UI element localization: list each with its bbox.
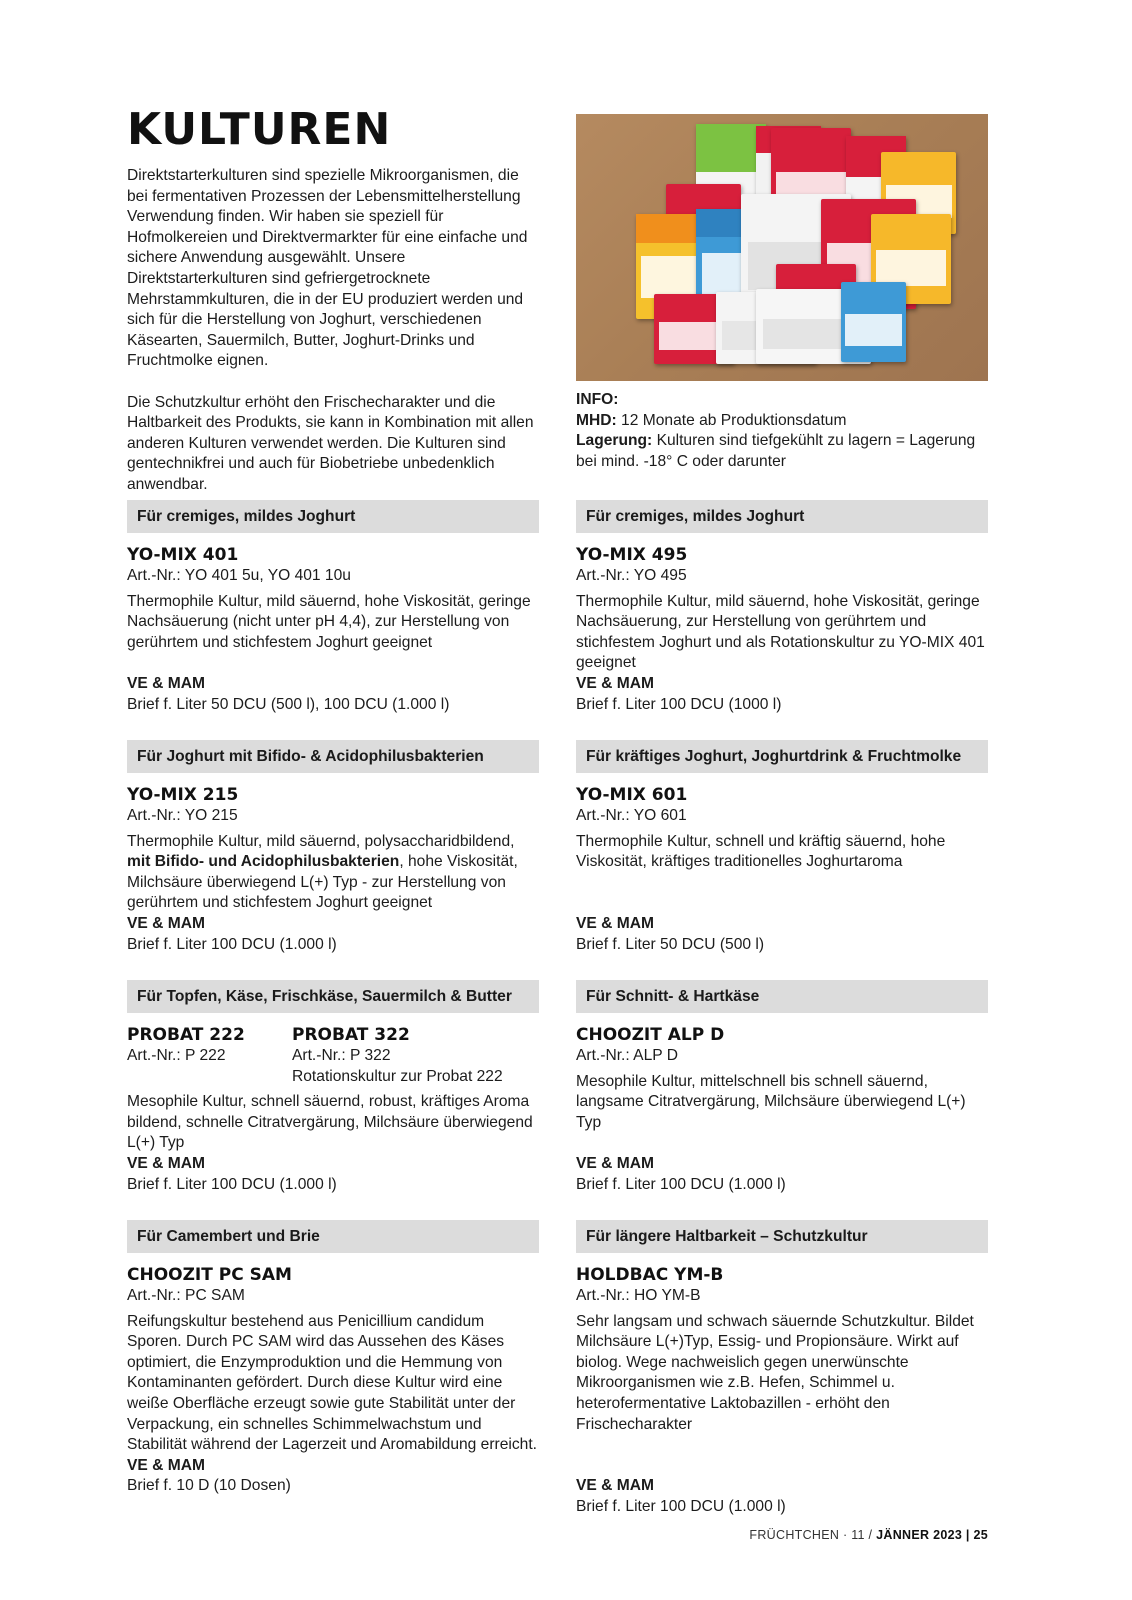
section-header: Für Topfen, Käse, Frischkäse, Sauermilch & Butter (127, 980, 539, 1013)
product-description: Thermophile Kultur, mild säuernd, hohe Viskosität, geringe Nachsäuerung (nicht unter pH 4,4), zur Herstellung von gerührtem und stichfestem Joghurt geeignet (127, 592, 531, 651)
intro-paragraph-2: Die Schutzkultur erhöht den Frischecharakter und die Haltbarkeit des Produkts, sie kann in Kombination mit allen anderen Kulturen verwendet werden. Die Kulturen sind gentechnikfrei und auch für Biobetriebe unbedenklich anwendbar. (127, 393, 534, 493)
product-description: Sehr langsam und schwach säuernde Schutzkultur. Bildet Milchsäure L(+)Typ, Essig- und Propionsäure. Wirkt auf biolog. Wege nachweislich gegen unerwünschte Mikroorganismen wie z.B. Hefen, Schimmel u. heterofermentative Laktobazillen - erhöht den Frischecharakter (576, 1312, 974, 1433)
product-description: Reifungskultur bestehend aus Penicillium candidum Sporen. Durch PC SAM wird das Aussehen des Käses optimiert, die Enzymproduktion und die Hemmung von Kontaminanten gefördert. Durch diese Kultur wird eine weiße Oberfläche erzeugt sowie gute Stabilität unter der Verpackung, ein schnelles Schimmelwachstum und Stabilität während der Lagerzeit und Aromabildung erreicht. (127, 1312, 538, 1454)
packaging-info: Brief f. Liter 100 DCU (1.000 l) (576, 1175, 786, 1193)
article-number: Art.-Nr.: PC SAM (127, 1287, 245, 1304)
packaging-info: Brief f. Liter 100 DCU (1000 l) (576, 695, 782, 713)
article-number: Art.-Nr.: HO YM-B (576, 1287, 701, 1304)
section-header: Für cremiges, mildes Joghurt (576, 500, 988, 533)
article-number: Art.-Nr.: YO 495 (576, 567, 687, 584)
article-number: Art.-Nr.: YO 215 (127, 807, 238, 824)
section-yo-mix-401 (127, 500, 539, 715)
rotation-note: Rotationskultur zur Probat 222 (292, 1067, 503, 1085)
product-name: PROBAT 322 (292, 1025, 410, 1045)
product-description: Mesophile Kultur, mittelschnell bis schnell säuernd, langsame Citratvergärung, Milchsäure überwiegend L(+) Typ (576, 1072, 966, 1131)
product-name: YO-MIX 495 (576, 545, 688, 565)
packaging-info: Brief f. Liter 50 DCU (500 l), 100 DCU (1.000 l) (127, 695, 450, 713)
vm-label: VE & MAM (127, 674, 205, 692)
article-number: Art.-Nr.: P 322 (292, 1047, 391, 1064)
section-holdbac-ym-b (576, 1220, 988, 1518)
info-lagerung (576, 431, 988, 472)
article-number: Art.-Nr.: YO 601 (576, 807, 687, 824)
lagerung-value: Kulturen sind tiefgekühlt zu lagern = Lagerung bei mind. -18° C oder darunter (576, 432, 976, 470)
info-box (576, 390, 988, 472)
section-header: Für Schnitt- & Hartkäse (576, 980, 988, 1013)
product-description: Thermophile Kultur, schnell und kräftig säuernd, hohe Viskosität, kräftiges traditionelles Joghurtaroma (576, 832, 946, 871)
page-number: 25 (973, 1528, 988, 1542)
page-title: KULTUREN (127, 104, 392, 155)
vm-label: VE & MAM (576, 1477, 654, 1495)
product-name: CHOOZIT PC SAM (127, 1265, 292, 1285)
description-highlight: mit Bifido- und Acidophilusbakterien (127, 853, 400, 871)
section-yo-mix-215 (127, 740, 539, 955)
section-header: Für Camembert und Brie (127, 1220, 539, 1253)
footer-separator: | (965, 1528, 970, 1542)
product-description (127, 832, 539, 914)
product-name: CHOOZIT ALP D (576, 1025, 725, 1045)
vm-label: VE & MAM (576, 1154, 654, 1172)
article-number: Art.-Nr.: YO 401 5u, YO 401 10u (127, 567, 351, 584)
vm-label: VE & MAM (127, 1456, 205, 1474)
lagerung-label: Lagerung: (576, 432, 653, 450)
mhd-value: 12 Monate ab Produktionsdatum (616, 411, 847, 429)
vm-label: VE & MAM (127, 914, 205, 932)
footer-publication: FRÜCHTCHEN · 11 / (749, 1528, 873, 1542)
product-description: Mesophile Kultur, schnell säuernd, robust, kräftiges Aroma bildend, schnelle Citratvergärung, Milchsäure überwiegend L(+) Typ (127, 1093, 533, 1152)
section-header: Für kräftiges Joghurt, Joghurtdrink & Fruchtmolke (576, 740, 988, 773)
packaging-info: Brief f. Liter 50 DCU (500 l) (576, 935, 765, 953)
product-photo (576, 114, 988, 381)
section-choozit-pc-sam (127, 1220, 539, 1497)
description-part: , hohe Viskosität, Milchsäure überwiegend L(+) Typ - zur Herstellung von gerührtem und stichfestem Joghurt geeignet (127, 853, 518, 912)
section-header: Für längere Haltbarkeit – Schutzkultur (576, 1220, 988, 1253)
info-heading: INFO: (576, 391, 619, 408)
vm-label: VE & MAM (576, 674, 654, 692)
vm-label: VE & MAM (127, 1154, 205, 1172)
article-number: Art.-Nr.: ALP D (576, 1047, 678, 1064)
product-name: PROBAT 222 (127, 1025, 245, 1045)
packaging-info: Brief f. Liter 100 DCU (1.000 l) (127, 1175, 337, 1193)
product-name: HOLDBAC YM-B (576, 1265, 724, 1285)
packaging-info: Brief f. Liter 100 DCU (1.000 l) (127, 935, 337, 953)
packaging-info: Brief f. Liter 100 DCU (1.000 l) (576, 1497, 786, 1515)
section-yo-mix-601 (576, 740, 988, 955)
intro-text (127, 166, 539, 516)
intro-paragraph-1: Direktstarterkulturen sind spezielle Mikroorganismen, die bei fermentativen Prozessen der Lebensmittelherstellung Verwendung finden. Wir haben sie speziell für Hofmolkereien und Direktvermarkter für eine einfache und sichere Anwendung ausgewählt. Unsere Direktstarterkulturen sind gefriergetrocknete Mehrstammkulturen, die in der EU produziert werden und sich für die Herstellung von Joghurt, verschiedenen Käsearten, Sauermilch, Butter, Joghurt-Drinks und Fruchtmolke eignen. (127, 167, 528, 370)
section-choozit-alp-d (576, 980, 988, 1195)
section-header: Für cremiges, mildes Joghurt (127, 500, 539, 533)
description-part: Thermophile Kultur, mild säuernd, polysaccharidbildend, (127, 832, 515, 850)
product-name: YO-MIX 215 (127, 785, 239, 805)
section-header: Für Joghurt mit Bifido- & Acidophilusbakterien (127, 740, 539, 773)
product-name: YO-MIX 601 (576, 785, 688, 805)
article-number: Art.-Nr.: P 222 (127, 1047, 226, 1064)
info-mhd (576, 411, 988, 432)
product-description: Thermophile Kultur, mild säuernd, hohe Viskosität, geringe Nachsäuerung, zur Herstellung von gerührtem und stichfestem Joghurt und als Rotationskultur zu YO-MIX 401 geeignet (576, 592, 985, 672)
mhd-label: MHD: (576, 411, 617, 429)
footer-issue: JÄNNER 2023 (876, 1528, 963, 1542)
vm-label: VE & MAM (576, 914, 654, 932)
section-probat (127, 980, 539, 1195)
product-name: YO-MIX 401 (127, 545, 239, 565)
packaging-info: Brief f. 10 D (10 Dosen) (127, 1477, 291, 1495)
page-footer (749, 1528, 988, 1542)
section-yo-mix-495 (576, 500, 988, 715)
